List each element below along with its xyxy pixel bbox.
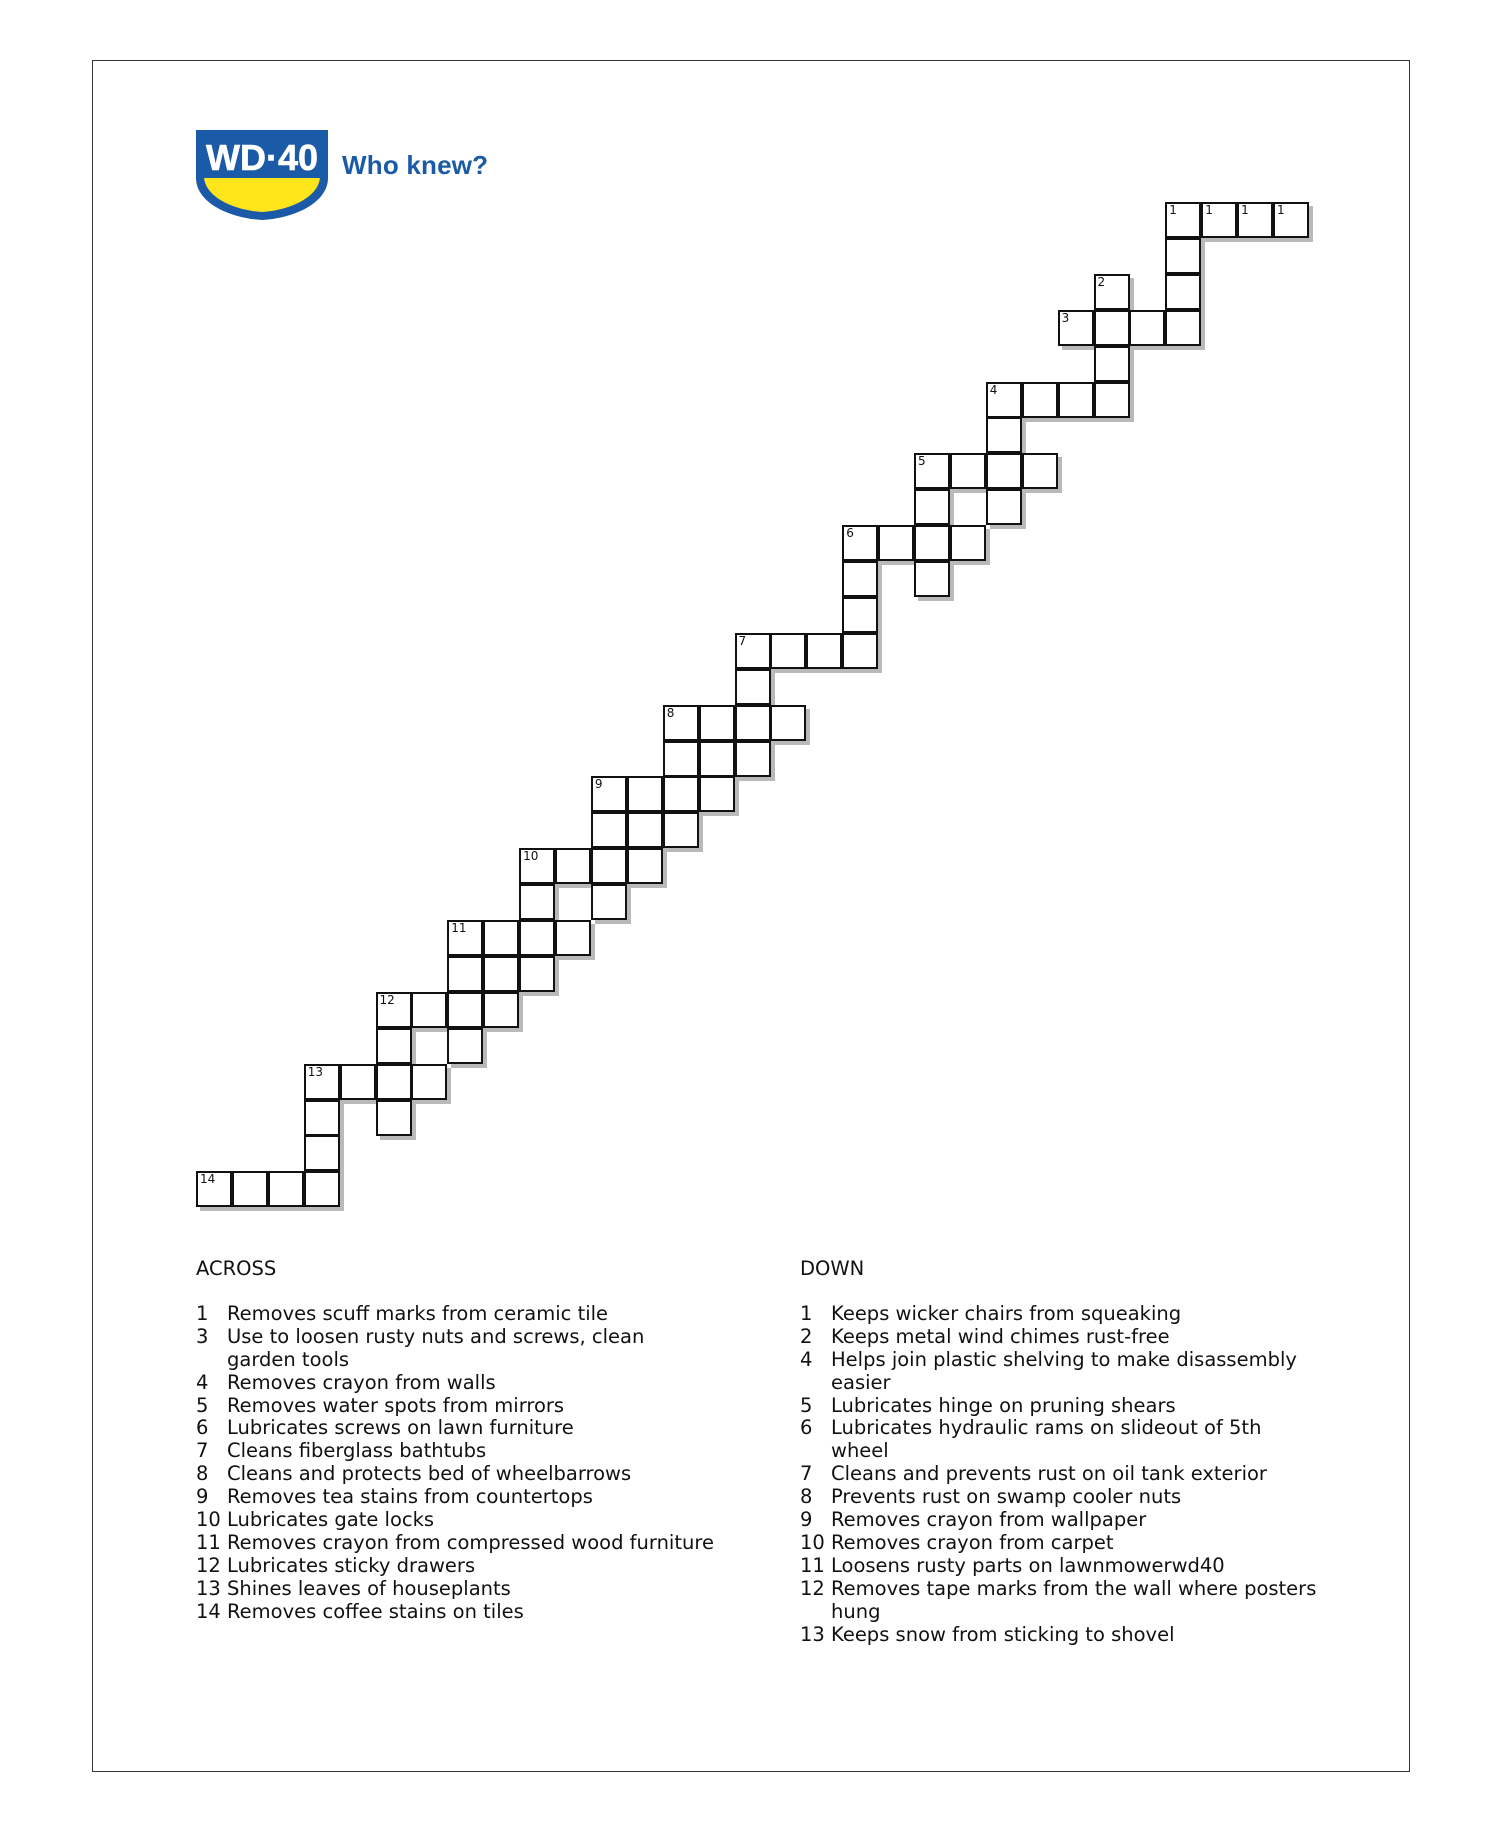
across-clue-14 [196,1601,716,1624]
cell-number: 14 [200,1172,216,1187]
clue-number: 13 [196,1576,221,1600]
clue-text: Removes crayon from wallpaper [831,1508,1147,1532]
down-clue-7 [800,1463,1320,1486]
clue-number: 4 [196,1370,209,1394]
crossword-cell[interactable] [627,776,663,812]
clue-number: 8 [800,1485,813,1509]
across-heading: ACROSS [196,1257,277,1280]
crossword-cell[interactable] [555,848,591,884]
crossword-cell[interactable] [1165,238,1201,274]
clue-number: 11 [800,1553,825,1577]
crossword-cell[interactable] [1237,202,1273,238]
clue-number: 9 [196,1485,209,1509]
clue-text: Cleans and prevents rust on oil tank exterior [831,1462,1267,1486]
crossword-cell[interactable] [268,1171,304,1207]
crossword-cell[interactable] [304,1064,340,1100]
clue-number: 12 [800,1576,825,1600]
crossword-cell[interactable] [770,633,806,669]
down-clues [800,1258,1320,1647]
clue-text: Removes coffee stains on tiles [227,1599,524,1623]
cell-number: 12 [379,992,395,1007]
tagline: Who knew? [342,150,489,180]
cell-number: 11 [451,921,467,935]
crossword-cell[interactable] [735,633,771,669]
crossword-cell[interactable] [699,741,735,777]
across-clue-11 [196,1532,716,1555]
across-clue-6 [196,1417,716,1440]
crossword-cell[interactable] [304,1100,340,1136]
clue-number: 4 [800,1347,813,1371]
across-clue-1 [196,1303,716,1326]
across-clue-3 [196,1326,716,1372]
clue-text: Removes tea stains from countertops [227,1485,593,1509]
crossword-cell[interactable] [1094,310,1130,346]
crossword-cell[interactable] [735,741,771,777]
clue-text: Keeps metal wind chimes rust-free [831,1324,1170,1348]
clue-number: 7 [196,1439,209,1463]
crossword-cell[interactable] [663,705,699,741]
crossword-cell[interactable] [842,525,878,561]
clue-text: Removes crayon from compressed wood furniture [227,1530,714,1554]
clue-number: 9 [800,1508,813,1532]
across-clue-4 [196,1372,716,1395]
clue-text: Shines leaves of houseplants [227,1576,511,1600]
clue-text: Use to loosen rusty nuts and screws, clean garden tools [227,1324,645,1371]
crossword-cell[interactable] [376,1100,412,1136]
cell-number: 1 [1205,203,1213,217]
crossword-cell[interactable] [1165,274,1201,310]
crossword-cell[interactable] [376,1028,412,1064]
crossword-cell[interactable] [914,561,950,597]
cell-number: 7 [738,633,747,648]
clue-text: Removes tape marks from the wall where posters hung [831,1576,1317,1623]
crossword-cell[interactable] [591,812,627,848]
crossword-cell[interactable] [735,705,771,741]
crossword-cell[interactable] [1022,382,1058,418]
crossword-cell[interactable] [447,992,483,1028]
crossword-cell[interactable] [555,920,591,956]
clue-text: Removes scuff marks from ceramic tile [227,1301,609,1325]
crossword-cell[interactable] [986,382,1022,418]
crossword-cell[interactable] [914,489,950,525]
cell-number: 4 [989,382,998,397]
clue-text: Cleans and protects bed of wheelbarrows [227,1462,632,1486]
clue-number: 8 [196,1462,209,1486]
crossword-cell[interactable] [1058,382,1094,418]
down-clue-5 [800,1395,1320,1418]
across-clues [196,1258,716,1624]
clue-text: Helps join plastic shelving to make disassembly easier [831,1347,1297,1394]
clue-number: 10 [196,1508,221,1532]
clue-text: Cleans fiberglass bathtubs [227,1439,487,1463]
crossword-cell[interactable] [842,561,878,597]
clue-text: Keeps wicker chairs from squeaking [831,1301,1182,1325]
across-clue-10 [196,1509,716,1532]
crossword-cell[interactable] [376,1064,412,1100]
crossword-cell[interactable] [627,812,663,848]
down-clue-1 [800,1303,1320,1326]
crossword-cell[interactable] [770,705,806,741]
cell-number: 8 [666,705,675,720]
across-clue-7 [196,1440,716,1463]
crossword-cell[interactable] [1022,453,1058,489]
clue-number: 1 [196,1301,209,1325]
clue-text: Lubricates sticky drawers [227,1553,476,1577]
down-heading: DOWN [800,1257,865,1280]
down-clue-8 [800,1486,1320,1509]
cell-number: 6 [846,526,854,541]
crossword-cell[interactable] [842,597,878,633]
crossword-cell[interactable] [304,1171,340,1207]
crossword-cell[interactable] [519,956,555,992]
across-clue-12 [196,1555,716,1578]
clue-number: 6 [196,1416,209,1440]
cell-number: 2 [1097,274,1106,289]
down-clue-13 [800,1624,1320,1647]
crossword-cell[interactable] [1058,310,1094,346]
clue-text: Lubricates hinge on pruning shears [831,1393,1176,1417]
crossword-cell[interactable] [483,992,519,1028]
clue-number: 3 [196,1324,209,1348]
crossword-cell[interactable] [519,848,555,884]
clue-text: Keeps snow from sticking to shovel [831,1622,1175,1646]
crossword-cell[interactable] [914,453,950,489]
crossword-cell[interactable] [1201,202,1237,238]
svg-text:WD·40: WD·40 [205,137,319,178]
crossword-cell[interactable] [411,992,447,1028]
clue-number: 12 [196,1553,221,1577]
clue-number: 10 [800,1530,825,1554]
down-clue-4 [800,1349,1320,1395]
clue-text: Prevents rust on swamp cooler nuts [831,1485,1182,1509]
crossword-cell[interactable] [663,741,699,777]
crossword-cell[interactable] [1165,310,1201,346]
crossword-cell[interactable] [1094,382,1130,418]
clue-text: Lubricates screws on lawn furniture [227,1416,574,1440]
crossword-cell[interactable] [411,1064,447,1100]
down-clue-2 [800,1326,1320,1349]
crossword-cell[interactable] [986,453,1022,489]
clue-text: Removes crayon from walls [227,1370,496,1394]
clue-number: 11 [196,1530,221,1554]
crossword-cell[interactable] [376,992,412,1028]
crossword-cell[interactable] [196,1171,232,1207]
crossword-cell[interactable] [842,633,878,669]
clue-number: 13 [800,1622,825,1646]
down-clue-9 [800,1509,1320,1532]
across-clue-5 [196,1395,716,1418]
down-clue-10 [800,1532,1320,1555]
crossword-cell[interactable] [986,417,1022,453]
crossword-cell[interactable] [483,920,519,956]
crossword-cell[interactable] [340,1064,376,1100]
crossword-cell[interactable] [591,776,627,812]
clue-text: Loosens rusty parts on lawnmowerwd40 [831,1553,1225,1577]
cell-number: 3 [1061,310,1070,325]
cell-number: 13 [307,1064,323,1079]
crossword-cell[interactable] [591,884,627,920]
crossword-cell[interactable] [878,525,914,561]
crossword-cell[interactable] [735,669,771,705]
down-clue-6 [800,1417,1320,1463]
crossword-cell[interactable] [1165,202,1201,238]
crossword-cell[interactable] [447,920,483,956]
crossword-cell[interactable] [806,633,842,669]
clue-number: 5 [800,1393,813,1417]
crossword-cell[interactable] [447,956,483,992]
clue-number: 6 [800,1416,813,1440]
down-clue-11 [800,1555,1320,1578]
clue-text: Lubricates hydraulic rams on slideout of 5th wheel [831,1416,1262,1463]
crossword-cell[interactable] [986,489,1022,525]
crossword-cell[interactable] [1273,202,1309,238]
clue-text: Removes water spots from mirrors [227,1393,565,1417]
crossword-cell[interactable] [950,453,986,489]
cell-number: 1 [1277,203,1285,217]
clue-number: 14 [196,1599,221,1623]
cell-number: 9 [594,777,603,792]
clue-number: 5 [196,1393,209,1417]
clue-number: 7 [800,1462,813,1486]
cell-number: 5 [918,454,926,469]
across-clue-8 [196,1463,716,1486]
crossword-cell[interactable] [1094,274,1130,310]
clue-number: 2 [800,1324,813,1348]
crossword-cell[interactable] [1129,310,1165,346]
crossword-cell[interactable] [232,1171,268,1207]
across-clue-9 [196,1486,716,1509]
cell-number: 10 [523,849,539,864]
crossword-cell[interactable] [519,920,555,956]
crossword-cell[interactable] [914,525,950,561]
crossword-cell[interactable] [304,1135,340,1171]
clue-text: Removes crayon from carpet [831,1530,1114,1554]
crossword-cell[interactable] [519,884,555,920]
down-clue-12 [800,1578,1320,1624]
cell-number: 1 [1241,203,1249,217]
crossword-cell[interactable] [699,705,735,741]
crossword-cell[interactable] [699,776,735,812]
clue-text: Lubricates gate locks [227,1508,435,1532]
cell-number: 1 [1169,203,1177,217]
crossword-cell[interactable] [627,848,663,884]
clue-number: 1 [800,1301,813,1325]
crossword-cell[interactable] [663,812,699,848]
crossword-cell[interactable] [950,525,986,561]
across-clue-13 [196,1578,716,1601]
crossword-cell[interactable] [663,776,699,812]
crossword-cell[interactable] [447,1028,483,1064]
crossword-cell[interactable] [483,956,519,992]
crossword-cell[interactable] [1094,346,1130,382]
crossword-cell[interactable] [591,848,627,884]
